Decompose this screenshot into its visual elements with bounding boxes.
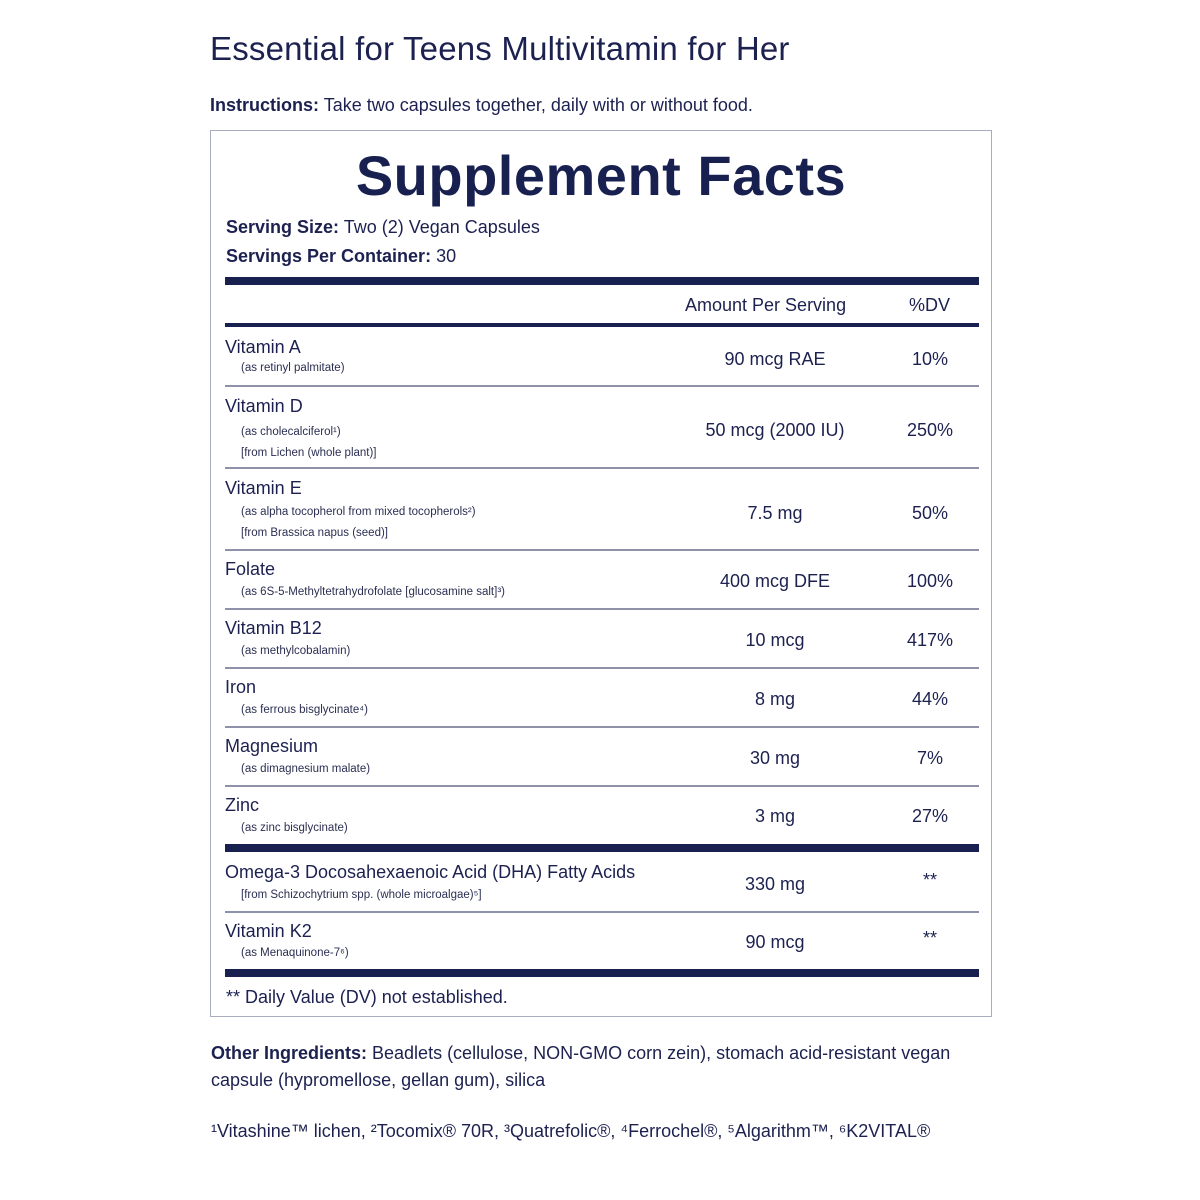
table-row [225, 668, 979, 726]
nutrient-source: (as ferrous bisglycinate⁴) [241, 704, 369, 716]
table-row [225, 386, 979, 467]
instructions [210, 95, 753, 116]
nutrient-dv: 250% [906, 420, 954, 440]
nutrient-origin: [from Lichen (whole plant)] [241, 447, 377, 459]
nutrient-amount: 7.5 mg [747, 503, 803, 523]
divider-thick [225, 969, 979, 977]
table-row [225, 727, 979, 785]
nutrient-dv: 10% [911, 349, 949, 369]
nutrient-source: (as alpha tocopherol from mixed tocopherols²) [241, 506, 476, 518]
product-title: Essential for Teens Multivitamin for Her [210, 30, 790, 67]
nutrient-amount: 10 mcg [745, 630, 805, 650]
nutrient-dv: ** [922, 870, 937, 890]
nutrient-source: (as cholecalciferol¹) [241, 426, 341, 438]
serving-size [226, 217, 540, 238]
instructions-text: Take two capsules together, daily with or without food. [319, 95, 753, 115]
serving-size-value: Two (2) Vegan Capsules [339, 217, 540, 237]
nutrient-amount: 50 mcg (2000 IU) [705, 420, 845, 440]
nutrient-name: Folate [225, 559, 276, 579]
divider-thick [225, 844, 979, 852]
header-dv: %DV [909, 295, 951, 315]
nutrient-amount: 8 mg [754, 689, 796, 709]
nutrient-dv: 44% [911, 689, 949, 709]
nutrient-source: (as Menaquinone-7⁶) [241, 947, 349, 959]
other-ingredients [211, 1040, 981, 1094]
servings-value: 30 [431, 246, 457, 266]
table-row [225, 550, 979, 608]
nutrient-name: Magnesium [225, 736, 319, 756]
nutrient-name: Iron [225, 677, 257, 697]
nutrient-source: (as zinc bisglycinate) [241, 822, 348, 834]
nutrient-source: (as methylcobalamin) [241, 645, 351, 657]
nutrient-amount: 30 mg [749, 748, 801, 768]
nutrient-dv: 27% [911, 806, 949, 826]
nutrient-source: [from Schizochytrium spp. (whole microalgae)⁵] [241, 889, 482, 901]
table-row [225, 468, 979, 549]
instructions-label: Instructions: [210, 95, 320, 115]
servings-label: Servings Per Container: [226, 246, 432, 266]
nutrient-name: Vitamin K2 [225, 921, 312, 941]
dv-footnote: ** Daily Value (DV) not established. [226, 987, 508, 1007]
serving-size-label: Serving Size: [226, 217, 340, 237]
nutrient-dv: 50% [911, 503, 949, 523]
nutrient-dv: 100% [906, 571, 954, 591]
trademark-footnotes: ¹Vitashine™ lichen, ²Tocomix® 70R, ³Quatrefolic®, ⁴Ferrochel®, ⁵Algarithm™, ⁶K2VITAL® [211, 1121, 931, 1141]
table-row [225, 609, 979, 667]
table-row [225, 852, 979, 912]
nutrient-source: (as 6S-5-Methyltetrahydrofolate [glucosamine salt]³) [241, 586, 505, 598]
supplement-facts-panel [210, 130, 992, 1017]
nutrient-name: Vitamin B12 [225, 618, 322, 638]
nutrient-amount: 90 mcg RAE [724, 349, 826, 369]
table-row [225, 786, 979, 844]
servings-per-container [226, 246, 456, 267]
nutrient-name: Zinc [225, 795, 260, 815]
nutrient-dv: 7% [916, 748, 943, 768]
panel-title: Supplement Facts [355, 144, 847, 207]
nutrient-amount: 90 mcg [745, 932, 805, 952]
nutrient-dv: ** [922, 928, 937, 948]
nutrient-name: Vitamin D [225, 396, 303, 416]
other-ingredients-label: Other Ingredients: [211, 1043, 368, 1063]
nutrient-amount: 330 mg [744, 874, 806, 894]
nutrient-name: Vitamin E [225, 478, 302, 498]
nutrient-origin: [from Brassica napus (seed)] [241, 527, 389, 539]
other-ingredients-text: Beadlets (cellulose, NON-GMO corn zein), stomach acid-resistant vegan capsule (hypromellose, gellan gum), silica [211, 1043, 951, 1090]
nutrient-source: (as dimagnesium malate) [241, 763, 371, 775]
table-row [225, 912, 979, 970]
divider-thick [225, 277, 979, 285]
nutrient-source: (as retinyl palmitate) [241, 362, 345, 374]
nutrient-name: Omega-3 Docosahexaenoic Acid (DHA) Fatty Acids [225, 862, 636, 882]
table-row [225, 327, 979, 385]
nutrient-dv: 417% [906, 630, 954, 650]
nutrient-name: Vitamin A [225, 337, 301, 357]
header-amount: Amount Per Serving [685, 295, 847, 315]
nutrient-amount: 400 mcg DFE [719, 571, 831, 591]
nutrient-amount: 3 mg [754, 806, 796, 826]
